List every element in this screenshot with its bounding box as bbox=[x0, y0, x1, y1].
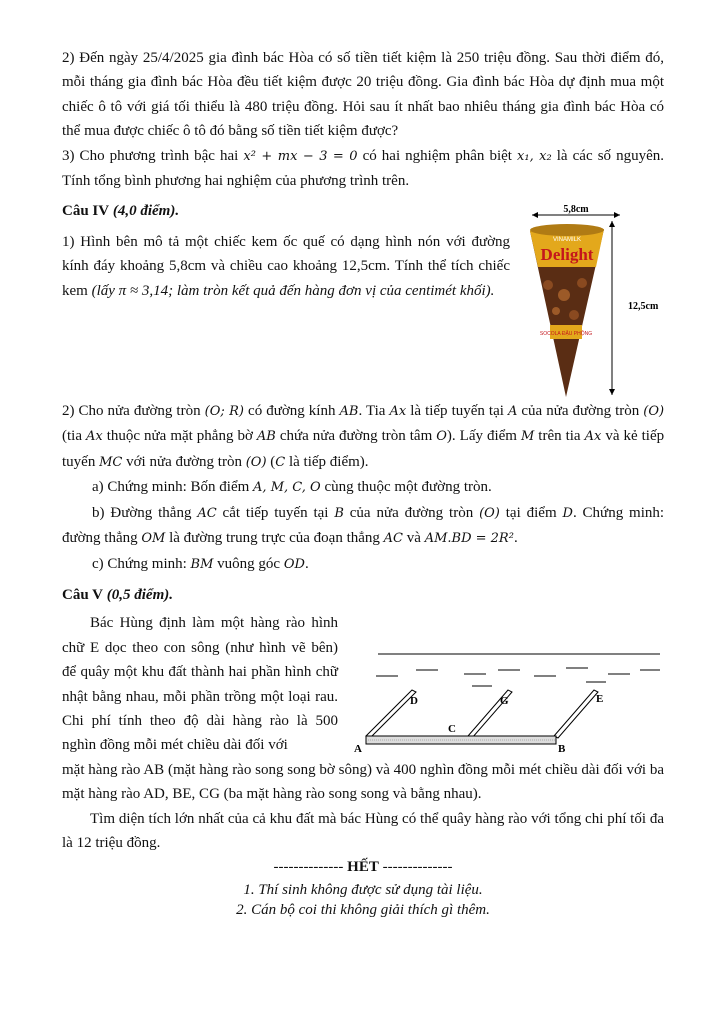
product-name: Delight bbox=[540, 245, 594, 264]
ice-cream-cone-figure bbox=[520, 205, 670, 405]
flavor-text: SOCOLA ĐẬU PHỘNG bbox=[539, 331, 593, 337]
exam-page bbox=[62, 46, 664, 920]
point-g: G bbox=[500, 695, 509, 707]
height-label: 12,5cm bbox=[628, 301, 659, 312]
brand-text: VINAMILK bbox=[552, 237, 582, 243]
point-d: D bbox=[410, 695, 418, 707]
question-4-2: 2) Cho nửa đường tròn (O; R) có đường kính AB. Tia Ax là tiếp tuyến tại A của nửa đường tròn (O) (tia Ax thuộc nửa mặt phẳng bờ AB chứa nửa đường tròn tâm O). Lấy điểm M trên tia Ax và kẻ tiếp tuyến MC với nửa đường tròn (O) (C là tiếp điểm). bbox=[62, 403, 665, 470]
end-marker: -------------- HẾT -------------- bbox=[273, 859, 453, 876]
point-e: E bbox=[596, 693, 604, 705]
question-4-2a: a) Chứng minh: Bốn điểm A, M, C, O cùng thuộc một đường tròn. bbox=[92, 479, 492, 496]
question-4-2c: c) Chứng minh: BM vuông góc OD. bbox=[92, 555, 309, 572]
exam-notes: 1. Thí sinh không được sử dụng tài liệu. 2. Cán bộ coi thi không giải thích gì thêm. bbox=[236, 881, 490, 918]
question-3-3: 3) Cho phương trình bậc hai x² + mx − 3 = 0 có hai nghiệm phân biệt x₁, x₂ là các số nguyên. Tính tổng bình phương hai nghiệm của phương trình trên. bbox=[62, 147, 664, 190]
fence-ad bbox=[366, 690, 416, 738]
question-5-heading: Câu V (0,5 điểm). bbox=[62, 586, 173, 603]
question-4-1: 1) Hình bên mô tả một chiếc kem ốc quế có dạng hình nón với đường kính đáy khoảng 5,8cm và chiều cao khoảng 12,5cm. Tính thể tích chiếc kem (lấy π ≈ 3,14; làm tròn kết quả đến hàng đơn vị của centimét khối). bbox=[62, 233, 510, 299]
point-b: B bbox=[558, 743, 566, 755]
roots: x₁, x₂ bbox=[517, 148, 552, 164]
question-4-2b: b) Đường thẳng AC cắt tiếp tuyến tại B của nửa đường tròn (O) tại điểm D. Chứng minh: đường thẳng OM là đường trung trực của đoạn thẳng AC và AM.BD = 2R². bbox=[62, 504, 665, 547]
question-5-text-b: mặt hàng rào AB (mặt hàng rào song song bờ sông) và 400 nghìn đồng mỗi mét chiều dài đối với ba mặt hàng rào AD, BE, CG (ba mặt hàng rào song song và bằng nhau). bbox=[62, 761, 664, 803]
question-5-text-c: Tìm diện tích lớn nhất của cả khu đất mà bác Hùng có thể quây hàng rào với tổng chi phí tối đa là 12 triệu đồng. bbox=[62, 810, 664, 851]
fence-figure bbox=[348, 640, 668, 760]
width-label: 5,8cm bbox=[563, 205, 589, 215]
point-c: C bbox=[448, 723, 456, 735]
question-3-2: 2) Đến ngày 25/4/2025 gia đình bác Hòa có số tiền tiết kiệm là 250 triệu đồng. Sau thời điểm đó, mỗi tháng gia đình bác Hòa đều tiết kiệm được 20 triệu đồng. Gia đình bác Hòa dự định mua một chiếc ô tô với giá tối thiểu là 480 triệu đồng. Hỏi sau ít nhất bao nhiêu tháng gia đình bác Hòa có thể mua được chiếc ô tô đó bằng số tiền tiết kiệm được? bbox=[62, 50, 664, 140]
point-a: A bbox=[354, 743, 362, 755]
fence-be bbox=[554, 690, 598, 738]
question-4-heading: Câu IV (4,0 điểm). bbox=[62, 203, 180, 220]
quadratic-equation: x² + mx − 3 = 0 bbox=[243, 148, 358, 164]
question-5-text-a: Bác Hùng định làm một hàng rào hình chữ E dọc theo con sông (như hình vẽ bên) để quây một khu đất thành hai phần hình chữ nhật bằng nhau, mỗi phần trồng một loại rau. Chi phí tính theo độ dài hàng rào là 500 nghìn đồng mỗi mét chiều dài đối với bbox=[62, 615, 338, 754]
